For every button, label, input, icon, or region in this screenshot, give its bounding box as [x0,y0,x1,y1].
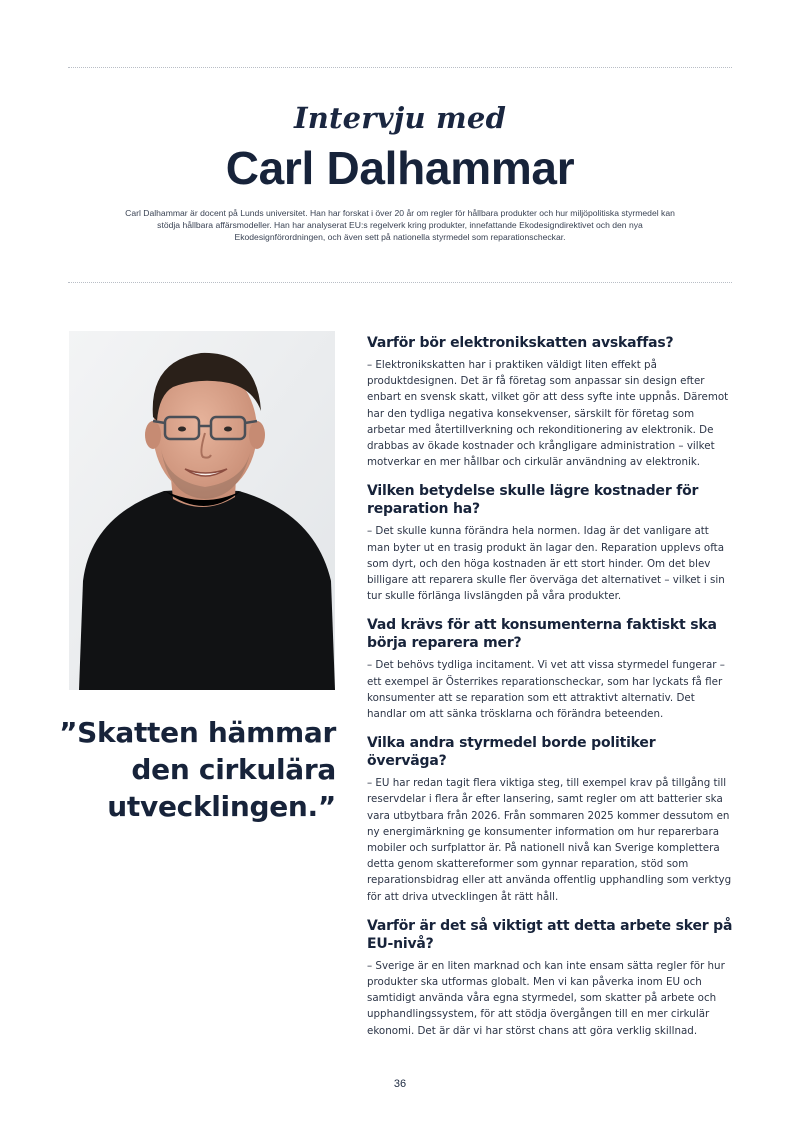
portrait-photo [69,331,335,690]
answer-text: – Det skulle kunna förändra hela normen. Idag är det vanligare att man byter ut en trasig produkt än lagar den. Reparation upplevs ofta som dyrt, och den höga kostnaden är ett stort hinder. Om det blev billigare att reparera skulle fler överväga det alternativet – vilket i sin tur skulle förlänga livslängden på våra produkter. [367,525,725,603]
answer-text: – Sverige är en liten marknad och kan inte ensam sätta regler för hur produkter ska utformas globalt. Men vi kan påverka inom EU och samtidigt använda våra egna styrmedel, som skatter på arbete och upphandlingssystem, för att stödja övergången till en mer cirkulär ekonomi. Det är där vi har störst chans att göra verklig skillnad. [367,959,725,1037]
section-divider [68,282,732,283]
interview-column [367,334,733,1051]
qa-item [367,734,733,905]
answer-text: – Elektronikskatten har i praktiken väldigt liten effekt på produktdesignen. Det är få företag som anpassar sin design efter enbart en svensk skatt, vilket gör att dess syfte inte uppnås. Däremot har den tydliga negativa konsekvenser, särskilt för företag som arbetar med återtillverkning och rekonditionering av elektronik. De drabbas av ökade kostnader och krångligare administration – vilket motverkar en mer hållbar och cirkulär användning av elektronik. [367,359,729,469]
qa-item [367,616,733,722]
page-number: 36 [393,1078,407,1090]
question-heading: Vilka andra styrmedel borde politiker överväga? [367,735,656,770]
pull-quote: ”Skatten hämmar den cirkulära utvecklingen.” [59,716,336,823]
question-heading: Vad krävs för att konsumenterna faktiskt ska börja reparera mer? [367,617,717,652]
qa-item [367,334,733,470]
qa-item [367,482,733,604]
interviewee-name: Carl Dalhammar [225,142,575,194]
interview-kicker: Intervju med [293,101,507,135]
question-heading: Varför är det så viktigt att detta arbete sker på EU-nivå? [367,917,733,952]
question-heading: Varför bör elektronikskatten avskaffas? [367,335,674,351]
top-divider [68,67,732,68]
answer-text: – Det behövs tydliga incitament. Vi vet att vissa styrmedel fungerar – ett exempel är Österrikes reparationscheckar, som har lyckats få fler konsumenter att se reparation som ett attraktivt alternativ. Det handlar om att sänka trösklarna och förändra beteenden. [367,659,725,721]
answer-text: – EU har redan tagit flera viktiga steg, till exempel krav på tillgång till reservdelar i flera år efter lansering, samt regler om att batterier ska vara utbytbara från 2026. Från sommaren 2025 kommer dessutom en ny energimärkning ge konsumenter information om hur reparerbara mobiler och surfplattor är. På nationell nivå kan Sverige komplettera detta genom skattereformer som gynnar reparation, stöd som reparationsbidrag eller att använda offentlig upphandling som verktyg för att driva utvecklingen åt rätt håll. [367,777,732,903]
intro-paragraph: Carl Dalhammar är docent på Lunds universitet. Han har forskat i över 20 år om regler för hållbara produkter och hur miljöpolitiska styrmedel kan stödja hållbara affärsmodeller. Han har analyserat EU:s regelverk kring produkter, innefattande Ekodesigndirektivet och den nya Ekodesignförordningen, och även sett på nationella styrmedel som reparationscheckar. [125,208,675,242]
question-heading: Vilken betydelse skulle lägre kostnader för reparation ha? [367,483,699,518]
qa-item [367,917,733,1039]
